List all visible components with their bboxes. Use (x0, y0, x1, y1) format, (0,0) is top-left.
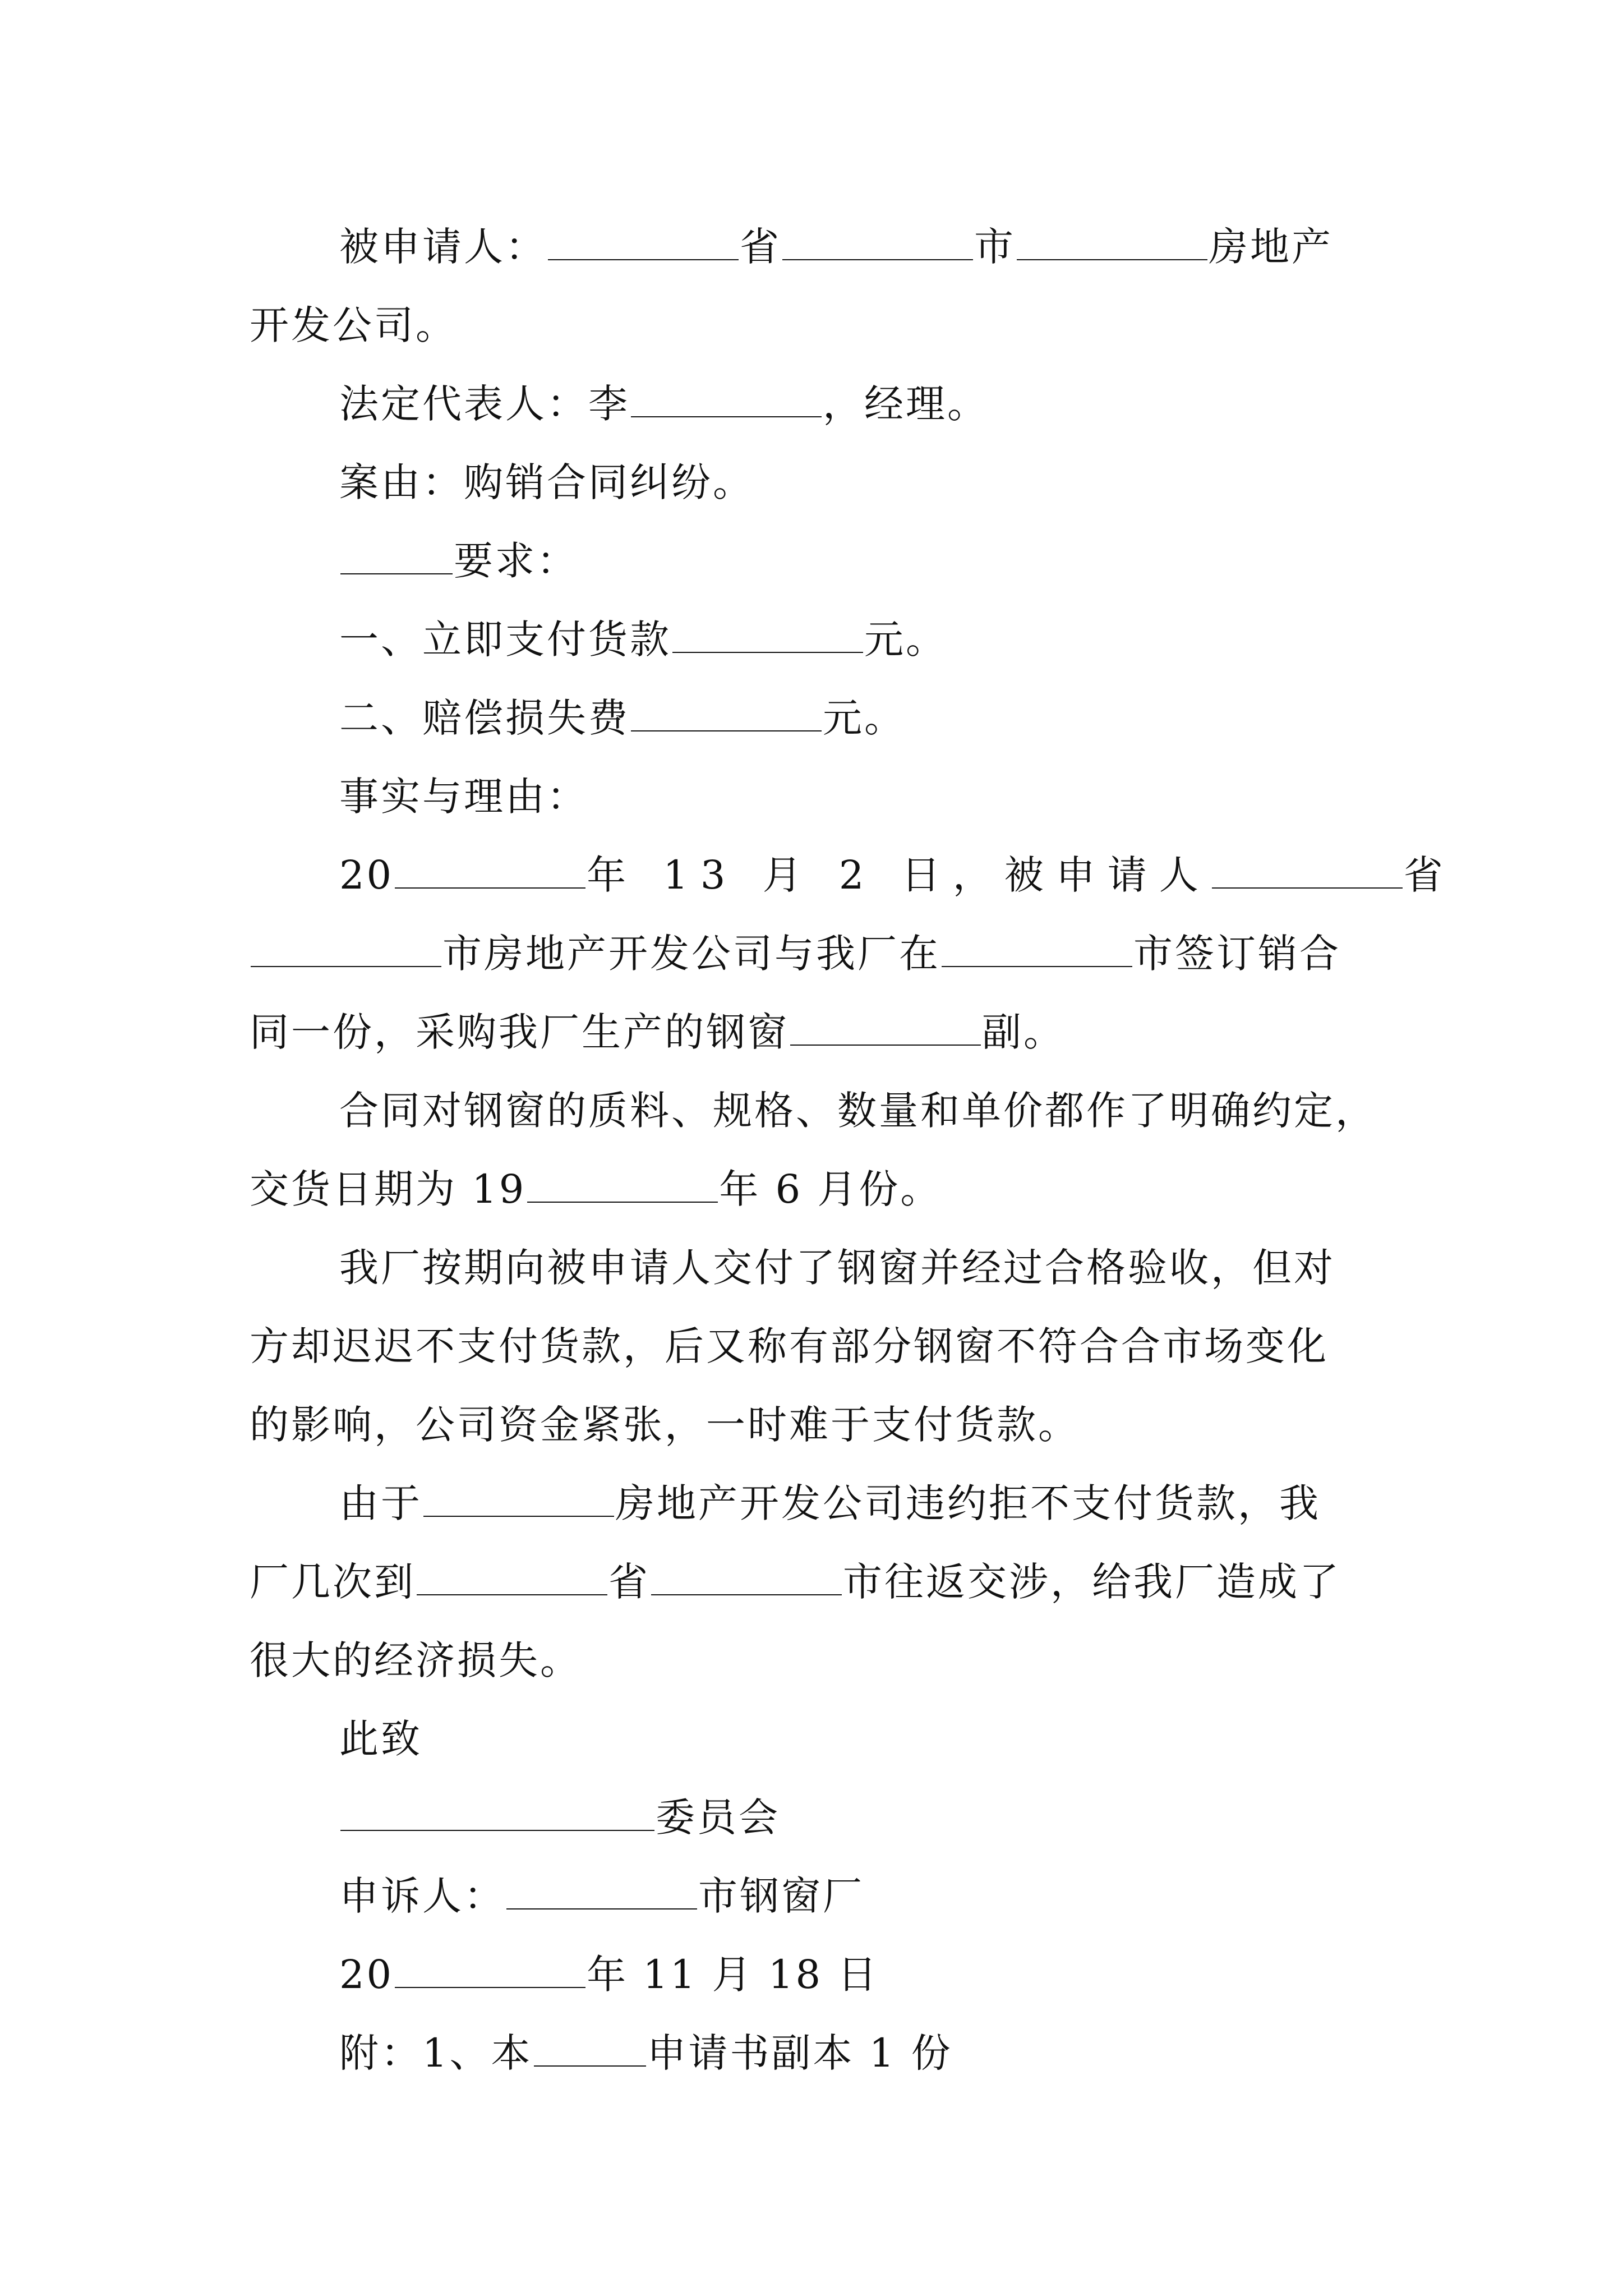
text-segment: 房地产 (1209, 224, 1333, 270)
attachment-line (250, 2014, 1388, 2092)
blank-field (631, 416, 822, 417)
legal-rep-line (250, 365, 1388, 443)
facts-paragraph-2: 合同对钢窗的质料、规格、数量和单价都作了明确约定， (339, 1088, 1377, 1134)
committee-line (250, 1778, 1388, 1857)
respondent-line-cont: 开发公司。 (250, 302, 457, 348)
text-segment: 要求： (454, 538, 578, 584)
blank-field (651, 1594, 842, 1595)
text-segment: 20 (339, 852, 394, 898)
document-body (250, 208, 1445, 2092)
blank-field (790, 1044, 981, 1046)
blank-field (1212, 887, 1403, 889)
text-segment: 市签订销合 (1133, 931, 1341, 977)
text-segment: 市 (974, 224, 1016, 270)
facts-heading: 事实与理由： (339, 774, 588, 820)
text-segment: 省 (1403, 852, 1445, 898)
facts-paragraph-4 (250, 1464, 1388, 1543)
blank-field (395, 1986, 585, 1988)
facts-paragraph-3-cont: 方却迟迟不支付货款，后又称有部分钢窗不符合合市场变化 (250, 1323, 1329, 1369)
text-segment: 年 11 月 18 日 (587, 1952, 879, 1998)
facts-paragraph-4-end: 很大的经济损失。 (250, 1637, 582, 1683)
respondent-line (250, 208, 1388, 286)
blank-field (631, 730, 822, 731)
text-segment: 元。 (823, 695, 906, 741)
text-segment: 市往返交涉，给我厂造成了 (843, 1559, 1341, 1605)
facts-paragraph-4-cont (250, 1543, 1388, 1621)
text-segment: 房地产开发公司违约拒不支付货款，我 (615, 1480, 1321, 1526)
blank-field (534, 2065, 646, 2067)
text-segment: 省 (740, 224, 781, 270)
blank-field (1017, 259, 1207, 260)
text-segment: 副。 (982, 1009, 1065, 1055)
blank-field (423, 1515, 614, 1517)
text-segment: 年 13 月 2 日，被申请人 (587, 852, 1211, 898)
facts-paragraph-1-end (250, 993, 1388, 1071)
case-cause-line: 案由：购销合同纠纷。 (339, 459, 754, 505)
blank-field (548, 259, 739, 260)
text-segment: 申诉人： (339, 1873, 505, 1919)
request-heading (250, 522, 1388, 600)
text-segment: 20 (339, 1952, 394, 1998)
facts-paragraph-3-end: 的影响，公司资金紧张，一时难于支付货款。 (250, 1402, 1080, 1448)
facts-paragraph-3: 我厂按期向被申请人交付了钢窗并经过合格验收，但对 (339, 1245, 1335, 1291)
text-segment: 元。 (864, 616, 947, 662)
text-segment: 省 (608, 1559, 650, 1605)
respondent-label: 被申请人： (339, 224, 547, 270)
blank-field (672, 651, 863, 653)
text-segment: 市钢窗厂 (698, 1873, 864, 1919)
text-segment: 厂几次到 (250, 1559, 416, 1605)
text-segment: 由于 (339, 1480, 422, 1526)
text-segment: 一、立即支付货款 (339, 616, 671, 662)
text-segment: 市房地产开发公司与我厂在 (442, 931, 940, 977)
blank-field (527, 1201, 718, 1203)
text-segment: 法定代表人：李 (339, 381, 630, 427)
blank-field (506, 1908, 697, 1910)
blank-field (395, 887, 585, 889)
salutation: 此致 (339, 1716, 422, 1762)
blank-field (340, 1829, 654, 1831)
applicant-line (250, 1857, 1388, 1935)
blank-field (417, 1594, 607, 1595)
request-item-1 (250, 600, 1388, 679)
text-segment: 年 6 月份。 (719, 1166, 942, 1212)
request-item-2 (250, 679, 1388, 757)
text-segment: 二、赔偿损失费 (339, 695, 630, 741)
text-segment: 申请书副本 1 份 (647, 2030, 953, 2076)
text-segment: 交货日期为 19 (250, 1166, 527, 1212)
facts-paragraph-1-cont (250, 914, 1388, 993)
blank-field (942, 965, 1132, 967)
date-line (250, 1935, 1388, 2014)
blank-field (340, 573, 453, 574)
blank-field (251, 965, 441, 967)
facts-paragraph-2-cont (250, 1150, 1388, 1228)
facts-paragraph-1 (250, 836, 1445, 914)
text-segment: 委员会 (656, 1795, 780, 1841)
text-segment: 同一份，采购我厂生产的钢窗 (250, 1009, 789, 1055)
text-segment: 附：1、本 (339, 2030, 533, 2076)
blank-field (782, 259, 973, 260)
text-segment: ，经理。 (823, 381, 989, 427)
